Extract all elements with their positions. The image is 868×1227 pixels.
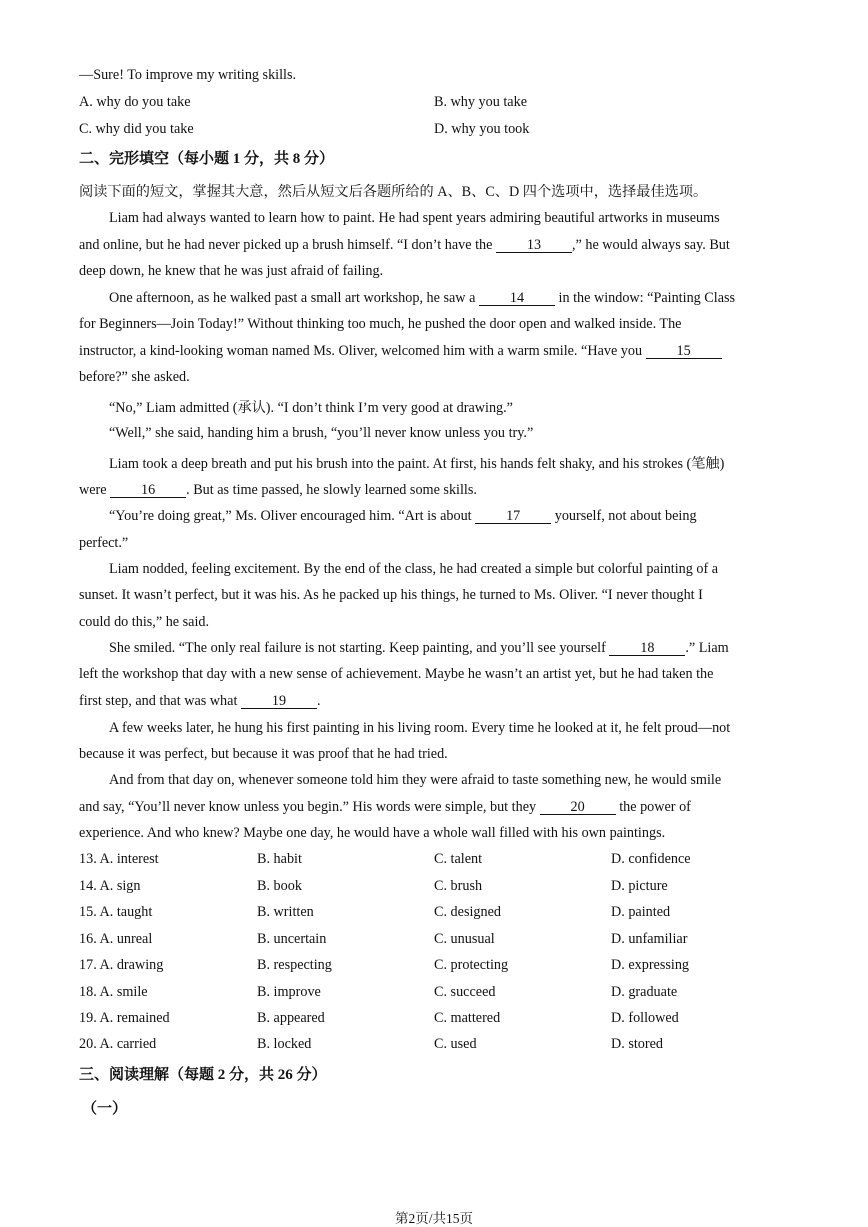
option-d: D. why you took [434,121,530,137]
subsection-label: （一） [82,1101,128,1117]
option-b: B. why you take [434,94,527,110]
q19-option-a: 19. A. remained [79,1010,170,1026]
passage-text: were [79,482,107,498]
passage-line: sunset. It wasn’t perfect, but it was his. As he packed up his things, he turned to Ms. Oliver. “I never thought I [79,587,703,603]
blank-14: 14 [479,291,555,306]
q14-option-a: 14. A. sign [79,878,141,894]
passage-line [109,290,735,307]
page-number: 第2页/共15页 [394,1211,473,1226]
passage-line: deep down, he knew that he was just afraid of failing. [79,263,384,279]
q16-option-b: B. uncertain [257,931,327,947]
passage-line: because it was perfect, but because it was proof that he had tried. [79,746,448,762]
option-c: C. why did you take [79,121,194,137]
q18-option-a: 18. A. smile [79,984,148,1000]
q20-option-b: B. locked [257,1036,312,1052]
q17-option-b: B. respecting [257,957,332,973]
passage-text: first step, and that was what [79,693,238,709]
q20-option-c: C. used [434,1036,477,1052]
q16-option-d: D. unfamiliar [611,931,688,947]
blank-19: 19 [241,694,317,709]
blank-17: 17 [475,509,551,524]
section-instruction: 阅读下面的短文，掌握其大意，然后从短文后各题所给的 A、B、C、D 四个选项中，选择最佳选项。 [79,184,708,200]
q20-option-d: D. stored [611,1036,664,1052]
passage-text: .” Liam [685,640,729,656]
passage-text: One afternoon, as he walked past a small art workshop, he saw a [109,290,476,306]
passage-line [79,343,722,360]
passage-text: and online, but he had never picked up a brush himself. “I don’t have the [79,237,493,253]
q16-option-c: C. unusual [434,931,495,947]
q15-option-a: 15. A. taught [79,904,153,920]
passage-line: left the workshop that day with a new sense of achievement. Maybe he wasn’t an artist yet, but he had taken the [79,666,714,682]
q15-option-d: D. painted [611,904,671,920]
passage-line: perfect.” [79,535,129,551]
passage-line: before?” she asked. [79,369,190,385]
q15-option-c: C. designed [434,904,501,920]
passage-line [109,508,697,525]
q15-option-b: B. written [257,904,314,920]
blank-16: 16 [110,483,186,498]
passage-text: She smiled. “The only real failure is not starting. Keep painting, and you’ll see yourself [109,640,606,656]
passage-text: in the window: “Painting Class [558,290,736,306]
q17-option-a: 17. A. drawing [79,957,164,973]
passage-text: and say, “You’ll never know unless you begin.” His words were simple, but they [79,799,537,815]
passage-text: . But as time passed, he slowly learned some skills. [186,482,477,498]
blank-13: 13 [496,238,572,253]
passage-line [109,640,729,657]
q19-option-b: B. appeared [257,1010,325,1026]
passage-text: yourself, not about being [554,508,697,524]
passage-line: could do this,” he said. [79,614,210,630]
blank-20: 20 [540,800,616,815]
section-heading: 二、完形填空（每小题 1 分，共 8 分） [79,151,335,167]
passage-line: And from that day on, whenever someone told him they were afraid to taste something new, he would smile [109,772,722,788]
q19-option-d: D. followed [611,1010,679,1026]
answer-line: —Sure! To improve my writing skills. [79,67,297,83]
blank-15: 15 [646,344,722,359]
q13-option-b: B. habit [257,851,302,867]
passage-text: instructor, a kind-looking woman named Ms. Oliver, welcomed him with a warm smile. “Have you [79,343,643,359]
q18-option-d: D. graduate [611,984,678,1000]
passage-line [79,693,320,710]
passage-line: for Beginners—Join Today!” Without thinking too much, he pushed the door open and walked inside. The [79,316,682,332]
q16-option-a: 16. A. unreal [79,931,153,947]
passage-text: “You’re doing great,” Ms. Oliver encouraged him. “Art is about [109,508,472,524]
q18-option-c: C. succeed [434,984,496,1000]
passage-line: Liam took a deep breath and put his brush into the paint. At first, his hands felt shaky, and his strokes (笔触) [109,456,725,472]
q13-option-a: 13. A. interest [79,851,159,867]
passage-line: “No,” Liam admitted (承认). “I don’t think I’m very good at drawing.” [109,400,513,416]
q14-option-c: C. brush [434,878,483,894]
passage-line: A few weeks later, he hung his first painting in his living room. Every time he looked at it, he felt proud—not [109,720,731,736]
q13-option-d: D. confidence [611,851,691,867]
passage-line [79,482,477,499]
q13-option-c: C. talent [434,851,483,867]
q18-option-b: B. improve [257,984,321,1000]
passage-text: the power of [619,799,691,815]
q17-option-c: C. protecting [434,957,509,973]
passage-line [79,237,730,254]
passage-line: “Well,” she said, handing him a brush, “you’ll never know unless you try.” [109,425,534,441]
q17-option-d: D. expressing [611,957,690,973]
passage-line [79,799,691,816]
blank-18: 18 [609,641,685,656]
option-a: A. why do you take [79,94,191,110]
passage-text: . [316,693,321,709]
passage-line: experience. And who knew? Maybe one day, he would have a whole wall filled with his own paintings. [79,825,666,841]
passage-line: Liam had always wanted to learn how to paint. He had spent years admiring beautiful artworks in museums [109,210,720,226]
q20-option-a: 20. A. carried [79,1036,157,1052]
q14-option-d: D. picture [611,878,668,894]
section-heading: 三、阅读理解（每题 2 分，共 26 分） [79,1067,327,1083]
passage-text: ,” he would always say. But [571,237,730,253]
q14-option-b: B. book [257,878,302,894]
passage-line: Liam nodded, feeling excitement. By the end of the class, he had created a simple but colorful painting of a [109,561,719,577]
q19-option-c: C. mattered [434,1010,501,1026]
